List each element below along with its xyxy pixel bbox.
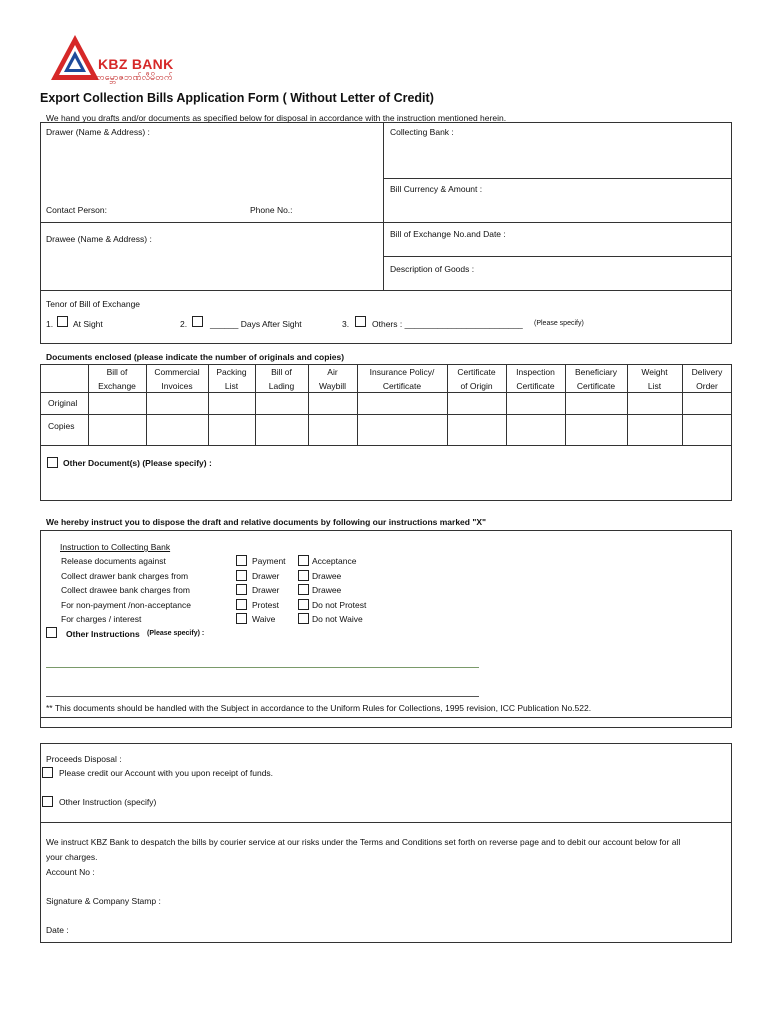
instruction-option-2-checkbox[interactable] (298, 599, 309, 610)
doc-column-header: Bill of (106, 367, 128, 377)
doc-column-header: Inspection (516, 367, 555, 377)
instruction-option-2-label: Acceptance (312, 556, 357, 566)
instruction-option-1-checkbox[interactable] (236, 599, 247, 610)
instruction-option-2-label: Do not Protest (312, 599, 367, 610)
days-after-sight-label: ______ Days After Sight (210, 319, 302, 329)
instruction-option-2-checkbox[interactable] (298, 584, 309, 595)
proceeds-title: Proceeds Disposal : (46, 754, 122, 764)
doc-column-header: Certificate (457, 367, 496, 377)
doc-column-header: Exchange (98, 381, 136, 391)
instruction-option-2-label: Do not Waive (312, 614, 363, 624)
other-docs-label[interactable]: Other Document(s) (Please specify) : (63, 458, 212, 468)
instruction-row-label: For charges / interest (61, 614, 142, 624)
doc-column-header: Packing (216, 367, 247, 377)
doc-column-header: Commercial (154, 367, 200, 377)
doc-column-header: Bill of (271, 367, 292, 377)
doc-column-header: Certificate (516, 381, 555, 391)
form-title: Export Collection Bills Application Form ( Without Letter of Credit) (40, 91, 434, 105)
contact-person-field[interactable]: Contact Person: (46, 205, 107, 215)
instruction-option-2-checkbox[interactable] (298, 555, 309, 566)
brand-script: ကမ္ဘောဇဘဏ်လီမိတက် (96, 72, 173, 82)
other-instructions-note: (Please specify) : (147, 630, 205, 637)
tenor-title: Tenor of Bill of Exchange (46, 299, 141, 309)
other-proceeds-checkbox[interactable] (42, 796, 53, 807)
doc-column-header: Certificate (382, 381, 422, 391)
doc-column-header: Weight (641, 367, 668, 377)
other-instructions-label[interactable]: Other Instructions (66, 629, 140, 639)
details-box (40, 122, 732, 344)
instruction-row-label: For non-payment /non-acceptance (61, 599, 191, 610)
doc-column-header: of Origin (460, 381, 493, 391)
others-tenor-note: (Please specify) (534, 320, 584, 327)
days-after-sight-checkbox[interactable] (192, 316, 203, 327)
at-sight-checkbox[interactable] (57, 316, 68, 327)
credit-account-label: Please credit our Account with you upon receipt of funds. (59, 768, 274, 778)
doc-column-header: Insurance Policy/ (369, 367, 435, 377)
other-instructions-checkbox[interactable] (46, 627, 57, 638)
instruction-option-1-label: Payment (252, 556, 286, 566)
tenor-2-number: 2. (180, 319, 188, 329)
others-tenor-label[interactable]: Others : _________________________ (372, 319, 523, 329)
instruction-row-label: Collect drawer bank charges from (61, 570, 189, 581)
statement-line-2: your charges. (46, 852, 98, 862)
instruction-option-2-checkbox[interactable] (298, 613, 309, 624)
doc-column-header: Lading (268, 381, 295, 391)
tenor-1-number: 1. (46, 319, 54, 329)
instruction-option-2-checkbox[interactable] (298, 570, 309, 581)
date-field[interactable]: Date : (46, 925, 69, 935)
at-sight-label: At Sight (73, 319, 103, 329)
signature-field[interactable]: Signature & Company Stamp : (46, 896, 161, 906)
account-no-field[interactable]: Account No : (46, 867, 95, 877)
instruction-option-2-label: Drawee (312, 585, 342, 595)
instruction-option-1-checkbox[interactable] (236, 555, 247, 566)
other-instructions-line-2[interactable] (46, 696, 479, 697)
tenor-3-number: 3. (342, 319, 350, 329)
instruction-option-1-label: Drawer (252, 570, 280, 581)
credit-account-checkbox[interactable] (42, 767, 53, 778)
bill-exchange-no-field[interactable]: Bill of Exchange No.and Date : (390, 229, 506, 239)
kbz-triangle-icon (50, 34, 100, 84)
doc-column-header: Delivery (691, 367, 723, 377)
doc-column-header: Invoices (161, 381, 193, 391)
row-copies-label: Copies (48, 421, 75, 431)
other-proceeds-label: Other Instruction (specify) (59, 797, 157, 807)
statement-line-1: We instruct KBZ Bank to despatch the bills by courier service at our risks under the Terms and Conditions set forth on reverse page and to debit our account below for all (46, 837, 681, 847)
intro-text: We hand you drafts and/or documents as specified below for disposal in accordance with the instruction mentioned herein. (46, 113, 507, 123)
other-instructions-line-1[interactable] (46, 667, 479, 668)
instruction-option-1-checkbox[interactable] (236, 584, 247, 595)
other-docs-checkbox[interactable] (47, 457, 58, 468)
doc-column-header: Beneficiary (574, 367, 618, 377)
instruction-option-2-label: Drawee (312, 570, 342, 581)
documents-title: Documents enclosed (please indicate the number of originals and copies) (46, 352, 345, 362)
drawer-field[interactable]: Drawer (Name & Address) : (46, 127, 150, 137)
urc-note: ** This documents should be handled with the Subject in accordance to the Uniform Rules for Collections, 1995 revision, ICC Publication No.522. (46, 703, 592, 713)
brand-name: KBZ BANK (98, 56, 174, 72)
instruction-row-label: Collect drawee bank charges from (61, 585, 190, 595)
drawee-field[interactable]: Drawee (Name & Address) : (46, 234, 152, 244)
bill-currency-field[interactable]: Bill Currency & Amount : (390, 184, 483, 194)
row-original-label: Original (48, 398, 78, 408)
doc-column-header: List (647, 381, 662, 391)
collecting-bank-field[interactable]: Collecting Bank : (390, 127, 454, 137)
doc-column-header: Certificate (576, 381, 616, 391)
doc-column-header: Air (327, 367, 338, 377)
phone-field[interactable]: Phone No.: (250, 205, 293, 215)
instruction-option-1-label: Protest (252, 599, 279, 610)
doc-column-header: Order (696, 381, 718, 391)
others-tenor-checkbox[interactable] (355, 316, 366, 327)
instruction-row-label: Release documents against (61, 556, 166, 566)
instruction-option-1-label: Drawer (252, 585, 280, 595)
description-goods-field[interactable]: Description of Goods : (390, 264, 475, 274)
instructions-heading: We hereby instruct you to dispose the draft and relative documents by following our instructions marked "X" (46, 517, 487, 527)
instruction-option-1-checkbox[interactable] (236, 570, 247, 581)
instruction-option-1-checkbox[interactable] (236, 613, 247, 624)
instruction-option-1-label: Waive (252, 614, 276, 624)
instructions-subheading: Instruction to Collecting Bank (60, 542, 171, 552)
doc-column-header: Waybill (318, 381, 347, 391)
kbz-logo (50, 34, 200, 84)
doc-column-header: List (224, 381, 239, 391)
